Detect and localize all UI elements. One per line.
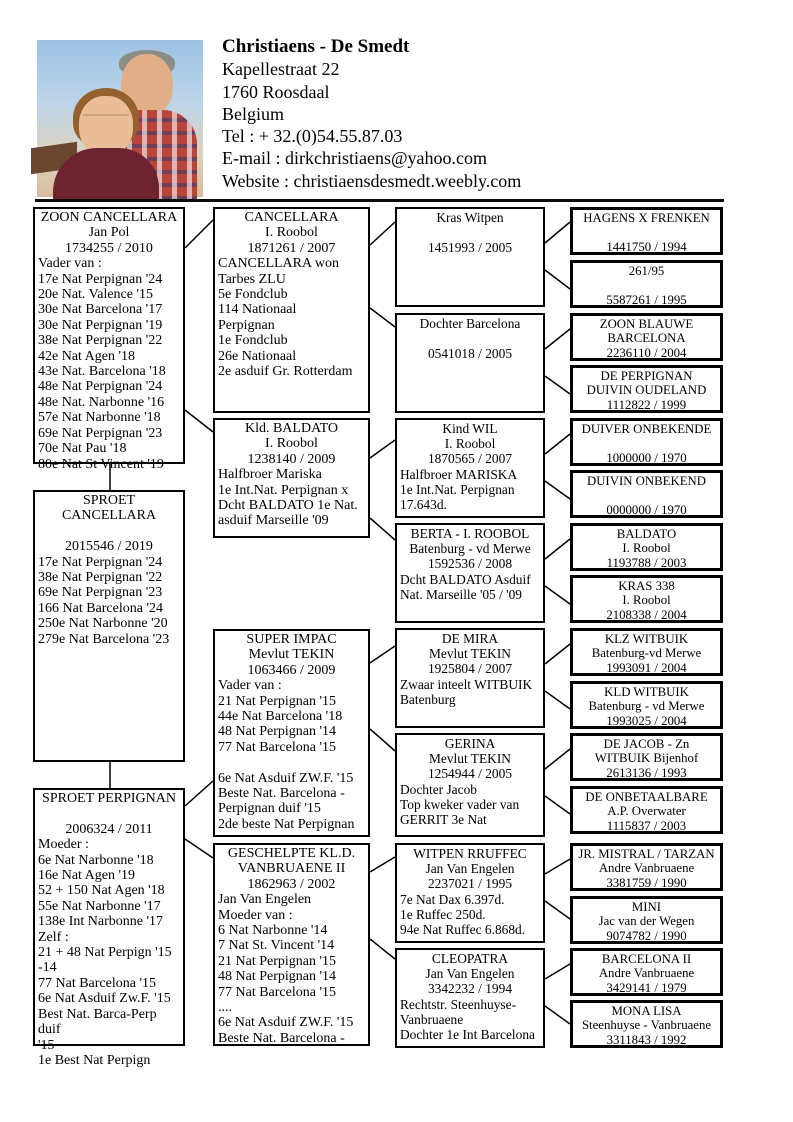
pedigree-box-line: DUIVIN OUDELAND <box>586 383 707 398</box>
pedigree-box-line: Jan Pol <box>88 225 130 241</box>
pedigree-box-line: DE MIRA <box>441 631 499 646</box>
pedigree-box-line: DE ONBETAALBARE <box>585 790 708 804</box>
pedigree-box-line: 2108338 / 2004 <box>606 607 687 622</box>
pedigree-box-line: Dochter Jacob <box>400 781 477 797</box>
pedigree-box-line: 2015546 / 2019 <box>65 539 153 555</box>
pedigree-box-line: 55e Nat Narbonne '17 <box>38 898 161 914</box>
pedigree-box-line: 30e Nat Perpignan '19 <box>38 317 163 333</box>
pedigree-box-line: Moeder : <box>38 837 89 853</box>
pedigree-box-line: ZOON BLAUWE <box>599 317 694 331</box>
pedigree-box-line: 43e Nat. Barcelona '18 <box>38 364 166 380</box>
pedigree-box-line: asduif Marseille '09 <box>218 513 329 529</box>
pedigree-box-line: SPROET CANCELLARA <box>61 493 157 524</box>
pedigree-box-line: 17.643d. <box>400 497 447 513</box>
address-country: Belgium <box>222 103 284 124</box>
pedigree-box-mini <box>570 896 723 944</box>
pedigree-box-line <box>575 436 718 450</box>
pedigree-box-line: WITPEN RRUFFEC <box>413 846 527 861</box>
address-street: Kapellestraat 22 <box>222 59 340 80</box>
pedigree-box-line: 6e Nat Asduif Zw.F. '15 <box>38 991 171 1007</box>
pedigree-box-line: 1870565 / 2007 <box>427 451 513 467</box>
pedigree-box-line: 138e Int Narbonne '17 <box>38 914 163 930</box>
pedigree-box-line: DUIVIN ONBEKEND <box>586 474 707 488</box>
pedigree-box-line: 48 Nat Perpignan '14 <box>218 969 337 985</box>
pedigree-box-line: 7e Nat Dax 6.397d. <box>400 891 505 907</box>
pedigree-box-line: 1862963 / 2002 <box>247 876 336 892</box>
pedigree-box-line: 57e Nat Narbonne '18 <box>38 410 161 426</box>
pedigree-box-line: GESCHELPTE KL.D. <box>227 846 356 861</box>
pedigree-box-line: 2613136 / 1993 <box>606 765 687 780</box>
pedigree-box-line: 2e asduif Gr. Rotterdam <box>218 364 353 380</box>
pedigree-box-line: MINI <box>631 900 662 914</box>
pedigree-box-line <box>575 278 718 292</box>
pedigree-box-berta-roobol <box>395 523 545 623</box>
pedigree-box-baldato <box>570 523 723 571</box>
pedigree-box-line: Andre Vanbruaene <box>598 861 695 876</box>
pedigree-box-line: 1e Int.Nat. Perpignan <box>400 481 515 497</box>
header-divider <box>35 199 724 202</box>
pedigree-box-line: SUPER IMPAC <box>246 632 337 647</box>
pedigree-box-line: CANCELLARA <box>244 210 339 225</box>
pedigree-box-line <box>218 755 365 770</box>
pedigree-box-line: 166 Nat Barcelona '24 <box>38 600 163 616</box>
pedigree-box-hagens-x-frenken <box>570 207 723 255</box>
pedigree-box-kind-wil <box>395 418 545 518</box>
pedigree-box-line: 6 Nat Narbonne '14 <box>218 923 328 939</box>
pedigree-box-261-95 <box>570 260 723 308</box>
pedigree-box-line: 80e Nat St Vincent '19 <box>38 456 164 472</box>
pedigree-box-line: DE JACOB - Zn <box>603 737 690 751</box>
pedigree-box-dochter-barcelona <box>395 313 545 413</box>
pedigree-box-de-perpignan-duivin-oudeland <box>570 365 723 413</box>
pedigree-box-line: 1451993 / 2005 <box>427 240 513 256</box>
pedigree-box-line: Halfbroer MARISKA <box>400 466 518 482</box>
pedigree-box-line: 1993091 / 2004 <box>606 660 687 675</box>
photo-woman <box>47 88 165 200</box>
pedigree-box-line: 16e Nat Agen '19 <box>38 868 136 884</box>
pedigree-box-line: 21 Nat Perpignan '15 <box>218 693 337 709</box>
pedigree-box-duiver-onbekende <box>570 418 723 466</box>
pedigree-box-line <box>575 488 718 502</box>
pedigree-box-line: Batenburg - vd Merwe <box>588 699 705 714</box>
pedigree-box-line: BERTA - I. ROOBOL <box>410 526 530 541</box>
pedigree-box-line: 69e Nat Perpignan '23 <box>38 585 163 601</box>
pedigree-box-line: I. Roobol <box>265 436 318 452</box>
pedigree-box-line: 1e Best Nat Perpign <box>38 1052 151 1068</box>
pedigree-box-de-jacob-zn-witbuik <box>570 733 723 781</box>
pedigree-box-line: 1925804 / 2007 <box>427 661 513 677</box>
pedigree-box-line: A.P. Overwater <box>607 804 686 819</box>
pedigree-box-mona-lisa <box>570 1000 723 1048</box>
pedigree-box-line <box>38 806 180 821</box>
pedigree-box-line: Vanbruaene <box>400 1011 464 1027</box>
pedigree-box-line: Rechtstr. Steenhuyse- <box>400 996 517 1012</box>
pedigree-box-de-mira <box>395 628 545 728</box>
address-city: 1760 Roosdaal <box>222 81 330 102</box>
email-line: E-mail : dirkchristiaens@yahoo.com <box>222 148 488 169</box>
pedigree-box-line: 1254944 / 2005 <box>427 766 513 782</box>
pedigree-box-de-onbetaalbare <box>570 786 723 834</box>
pedigree-box-line: 77 Nat Barcelona '15 <box>218 984 336 1000</box>
pedigree-box-line: 1000000 / 1970 <box>606 450 687 465</box>
pedigree-box-jr-mistral-tarzan <box>570 843 723 891</box>
website-line: Website : christiaensdesmedt.weebly.com <box>222 170 522 191</box>
pedigree-box-kld-witbuik <box>570 681 723 729</box>
pedigree-box-line: Mevlut TEKIN <box>248 647 335 663</box>
pedigree-box-geschelpte-kld-vanbruaene-ii <box>213 843 370 1046</box>
pedigree-box-line: 3342232 / 1994 <box>427 981 513 997</box>
pedigree-box-line: 1238140 / 2009 <box>247 451 336 467</box>
pedigree-box-line: KLD WITBUIK <box>604 685 689 699</box>
pedigree-box-kras-338 <box>570 575 723 623</box>
pedigree-box-kras-witpen <box>395 207 545 307</box>
pedigree-box-line: 250e Nat Narbonne '20 <box>38 616 168 632</box>
pedigree-box-line: 7 Nat St. Vincent '14 <box>218 938 335 954</box>
pedigree-box-line: Jan Van Engelen <box>425 966 515 982</box>
pedigree-box-line: Vader van : <box>218 678 282 694</box>
pedigree-box-line: BALDATO <box>616 527 677 541</box>
pedigree-box-duivin-onbekend <box>570 470 723 518</box>
pedigree-box-cancellara <box>213 207 370 413</box>
pedigree-box-line: 52 + 150 Nat Agen '18 <box>38 883 165 899</box>
pedigree-box-line: HAGENS X FRENKEN <box>583 211 710 225</box>
pedigree-box-line: Andre Vanbruaene <box>598 966 695 981</box>
pedigree-box-line: 38e Nat Perpignan '22 <box>38 570 163 586</box>
pedigree-box-line: 21 Nat Perpignan '15 <box>218 953 337 969</box>
phone-line: Tel : + 32.(0)54.55.87.03 <box>222 126 403 147</box>
pedigree-box-line: Kld. BALDATO <box>244 421 339 436</box>
pedigree-box-line: 3429141 / 1979 <box>606 980 687 995</box>
pedigree-box-line: 1e Int.Nat. Perpignan x <box>218 482 349 498</box>
pedigree-box-line: 261/95 <box>628 264 665 278</box>
breeder-photo <box>37 40 203 197</box>
pedigree-box-line: 1063466 / 2009 <box>247 662 336 678</box>
pedigree-box-witpen-rruffec <box>395 843 545 943</box>
pedigree-box-line: -14 <box>38 960 57 976</box>
pedigree-box-line: 5e Fondclub <box>218 287 288 303</box>
pedigree-box-line: 3381759 / 1990 <box>606 875 687 890</box>
breeder-name: Christiaens - De Smedt <box>222 36 410 57</box>
pedigree-box-line: 1734255 / 2010 <box>65 240 153 256</box>
pedigree-box-line: Tarbes ZLU <box>218 271 286 287</box>
pedigree-box-line: 279e Nat Barcelona '23 <box>38 631 170 647</box>
pedigree-box-line: I. Roobol <box>622 541 671 556</box>
pedigree-box-line: .... <box>218 1000 232 1016</box>
pedigree-box-line: Dcht BALDATO 1e Nat. <box>218 498 358 514</box>
pedigree-box-line: WITBUIK Bijenhof <box>594 751 699 766</box>
pedigree-box-cleopatra <box>395 948 545 1048</box>
pedigree-box-kld-baldato <box>213 418 370 538</box>
pedigree-box-line: JR. MISTRAL / TARZAN <box>578 847 715 861</box>
pedigree-box-line: Kras Witpen <box>436 210 504 225</box>
pedigree-box-line: BARCELONA II <box>601 952 692 966</box>
pedigree-box-line: 1115837 / 2003 <box>606 818 687 833</box>
pedigree-box-line: Zelf : <box>38 929 69 945</box>
pedigree-box-sproet-cancellara <box>33 490 185 762</box>
pedigree-box-line: 69e Nat Perpignan '23 <box>38 425 163 441</box>
pedigree-box-line: Nat. Marseille '05 / '09 <box>400 586 522 602</box>
pedigree-box-line: 6e Nat Asduif ZW.F. '15 <box>218 1015 354 1031</box>
pedigree-box-line: 70e Nat Pau '18 <box>38 441 127 457</box>
pedigree-box-line: CANCELLARA won <box>218 256 339 272</box>
pedigree-box-line: 21 + 48 Nat Perpign '15 <box>38 945 172 961</box>
pedigree-box-line: 114 Nationaal <box>218 302 297 318</box>
pedigree-box-zoon-cancellara <box>33 207 185 472</box>
pedigree-box-line: Dochter Barcelona <box>419 316 521 331</box>
pedigree-box-line: 1993025 / 2004 <box>606 713 687 728</box>
pedigree-box-barcelona-ii <box>570 948 723 996</box>
pedigree-box-line: 1e Fondclub <box>218 333 288 349</box>
pedigree-box-line: 77 Nat Barcelona '15 <box>38 975 156 991</box>
pedigree-box-line: 38e Nat Perpignan '22 <box>38 333 163 349</box>
pedigree-box-line: Dochter 1e Int Barcelona <box>400 1027 535 1043</box>
pedigree-box-line: Batenburg - vd Merwe <box>409 541 531 557</box>
pedigree-box-line: ZOON CANCELLARA <box>40 210 178 225</box>
pedigree-box-line: 44e Nat Barcelona '18 <box>218 709 343 725</box>
pedigree-box-line: 2006324 / 2011 <box>65 821 153 837</box>
pedigree-box-line <box>400 331 540 346</box>
pedigree-box-line: Beste Nat. Barcelona - <box>218 1030 345 1046</box>
pedigree-box-line: 2236110 / 2004 <box>606 345 687 360</box>
pedigree-box-line: KLZ WITBUIK <box>604 632 689 646</box>
pedigree-box-line: 17e Nat Perpignan '24 <box>38 554 163 570</box>
pedigree-box-line: Jan Van Engelen <box>218 892 312 908</box>
pedigree-box-line: Zwaar inteelt WITBUIK <box>400 676 533 692</box>
pedigree-box-line: I. Roobol <box>444 436 496 452</box>
pedigree-box-line: Batenburg <box>400 691 456 707</box>
pedigree-box-line: 42e Nat Agen '18 <box>38 348 136 364</box>
pedigree-box-line: 2237021 / 1995 <box>427 876 513 892</box>
pedigree-box-line: DE PERPIGNAN <box>600 369 693 383</box>
pedigree-box-line: Moeder van : <box>218 907 293 923</box>
pedigree-box-line: KRAS 338 <box>618 579 675 593</box>
breeder-contact-block <box>222 36 521 192</box>
pedigree-box-line: VANBRUAENE II <box>237 861 346 877</box>
pedigree-box-line: 0000000 / 1970 <box>606 502 687 517</box>
pedigree-box-line: Dcht BALDATO Asduif <box>400 571 531 587</box>
pedigree-box-line: 77 Nat Barcelona '15 <box>218 739 336 755</box>
pedigree-box-line <box>400 225 540 240</box>
pedigree-box-line: Best Nat. Barca-Perp duif <box>38 1006 157 1038</box>
pedigree-box-line <box>38 524 180 539</box>
pedigree-box-line: 17e Nat Perpignan '24 <box>38 271 163 287</box>
pedigree-box-line: 48e Nat. Narbonne '16 <box>38 394 165 410</box>
pedigree-box-klz-witbuik <box>570 628 723 676</box>
pedigree-box-line: 20e Nat. Valence '15 <box>38 287 154 303</box>
pedigree-box-line: 26e Nationaal <box>218 348 297 364</box>
pedigree-box-super-impac <box>213 629 370 837</box>
pedigree-box-line: Jan Van Engelen <box>425 861 515 877</box>
pedigree-box-line <box>575 225 718 239</box>
pedigree-box-line: 3311843 / 1992 <box>606 1032 687 1047</box>
pedigree-box-line: 9074782 / 1990 <box>606 928 687 943</box>
pedigree-box-line: DUIVER ONBEKENDE <box>581 422 712 436</box>
pedigree-box-line: 6e Nat Narbonne '18 <box>38 852 154 868</box>
pedigree-box-line: 5587261 / 1995 <box>606 292 687 307</box>
pedigree-box-line: 1592536 / 2008 <box>427 556 513 572</box>
pedigree-box-line: 1e Ruffec 250d. <box>400 906 486 922</box>
pedigree-box-gerina <box>395 733 545 837</box>
pedigree-box-line: Batenburg-vd Merwe <box>591 646 702 661</box>
pedigree-box-line: SPROET PERPIGNAN <box>42 791 176 806</box>
pedigree-box-line: Kind WIL <box>442 421 498 436</box>
pedigree-box-line: Mevlut TEKIN <box>429 751 511 767</box>
pedigree-box-line: I. Roobol <box>622 593 671 608</box>
pedigree-box-line: 1112822 / 1999 <box>606 397 687 412</box>
pedigree-box-line: Mevlut TEKIN <box>429 646 511 662</box>
pedigree-box-line: GERRIT 3e Nat <box>400 812 487 828</box>
pedigree-box-line: Vader van : <box>38 256 102 272</box>
pedigree-box-line: I. Roobol <box>265 225 318 241</box>
pedigree-box-line: Jac van der Wegen <box>598 914 695 929</box>
pedigree-box-line: 30e Nat Barcelona '17 <box>38 302 163 318</box>
pedigree-box-line: CLEOPATRA <box>431 951 509 966</box>
pedigree-box-line: Perpignan duif '15 <box>218 801 321 817</box>
pedigree-box-line: Halfbroer Mariska <box>218 467 322 483</box>
pedigree-box-line: 6e Nat Asduif ZW.F. '15 <box>218 770 354 786</box>
pedigree-box-line: 1871261 / 2007 <box>247 240 336 256</box>
pedigree-box-line: GERINA <box>444 736 496 751</box>
pedigree-box-line: 48 Nat Perpignan '14 <box>218 724 337 740</box>
pedigree-box-line: 94e Nat Ruffec 6.868d. <box>400 922 526 938</box>
pedigree-box-line: 1441750 / 1994 <box>606 239 687 254</box>
pedigree-box-line: Beste Nat. Barcelona - <box>218 786 345 802</box>
pedigree-box-line: 48e Nat Perpignan '24 <box>38 379 163 395</box>
pedigree-box-line: Steenhuyse - Vanbruaene <box>581 1018 712 1033</box>
pedigree-box-line: '15 <box>38 1037 55 1053</box>
pedigree-box-line: 0541018 / 2005 <box>427 346 513 362</box>
pedigree-box-line: Perpignan <box>218 317 275 333</box>
pedigree-box-sproet-perpignan <box>33 788 185 1068</box>
pedigree-box-line: MONA LISA <box>611 1004 682 1018</box>
pedigree-box-line: 1193788 / 2003 <box>606 555 687 570</box>
pedigree-box-line: BARCELONA <box>607 331 686 346</box>
pedigree-box-line: Top kweker vader van <box>400 796 520 812</box>
pedigree-box-line: 2de beste Nat Perpignan <box>218 816 355 832</box>
pedigree-box-zoon-blauwe-barcelona <box>570 313 723 361</box>
